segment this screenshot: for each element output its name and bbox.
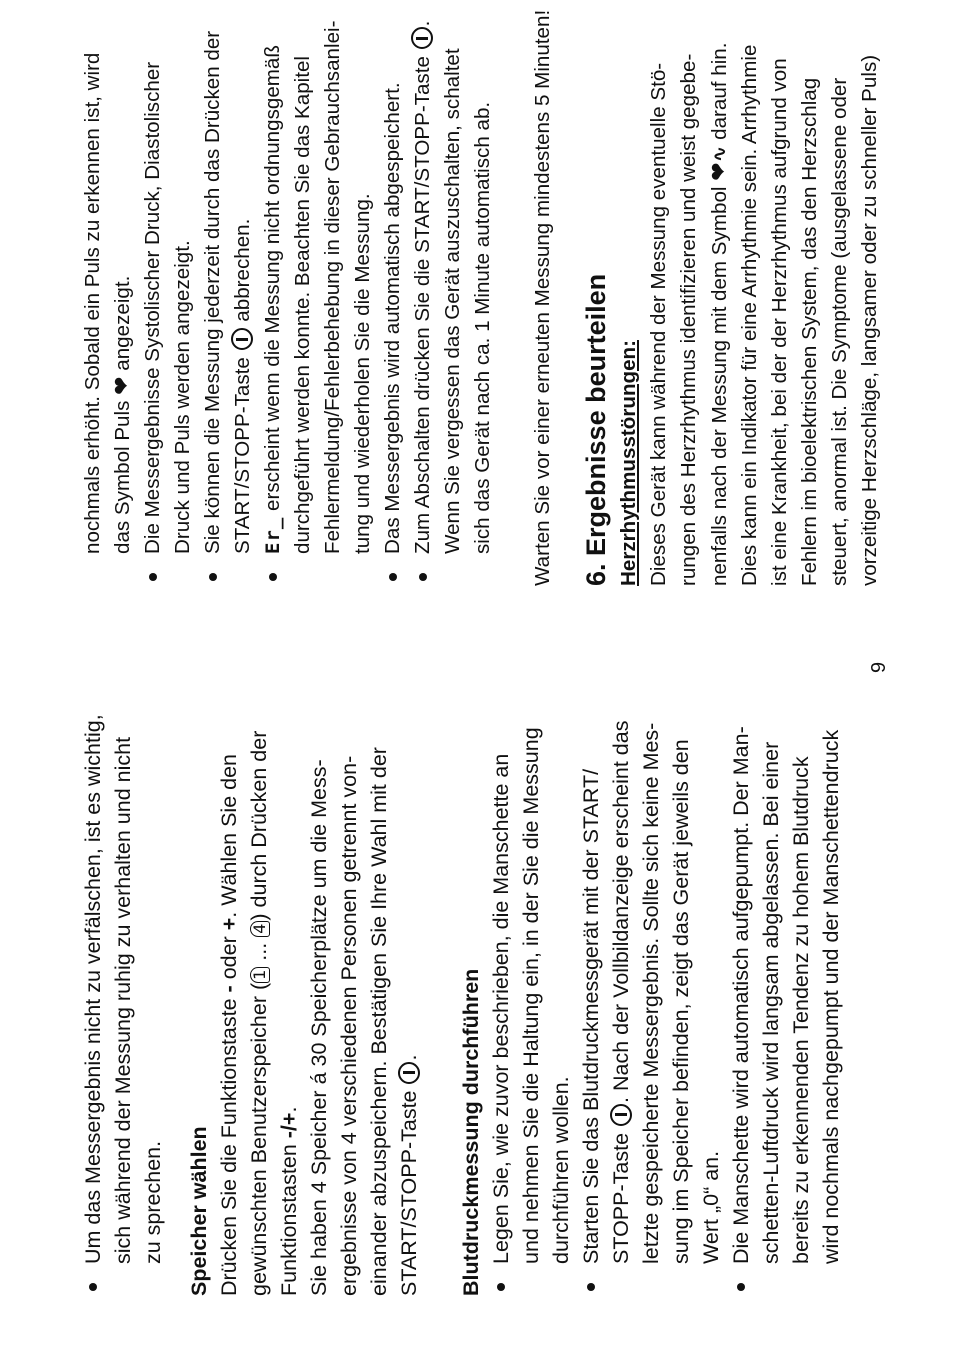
text-span: . — [277, 1106, 301, 1113]
text-span: nenfalls nach der Messung mit dem Symbol — [708, 180, 731, 586]
bullet-dot — [419, 573, 427, 581]
text-line — [228, 0, 258, 554]
minus-key: - — [217, 985, 241, 993]
bullet-dot — [497, 1283, 505, 1291]
text-line: Legen Sie, wie zuvor beschrieben, die Manschette an — [489, 753, 513, 1264]
bullet-dot — [89, 1283, 97, 1291]
left-column — [78, 636, 846, 1296]
text-line: Fehlern im bioelektrischen System, das den Herzschlag — [798, 77, 821, 586]
text-line: und nehmen Sie die Haltung ein, in der Sie die Messung — [519, 727, 543, 1264]
text-line: Die Manschette wird automatisch aufgepumpt. Der Man- — [729, 726, 753, 1264]
text-line: letzte gespeicherte Messergebnis. Sollte sich keine Mes- — [639, 722, 663, 1264]
text-span: erscheint wenn die Messung nicht ordnungsgemäß — [261, 45, 284, 517]
text-span: gewünschten Benutzerspeicher ( — [247, 982, 271, 1296]
paragraph-speicher-info — [304, 636, 424, 1296]
text-line: Dieses Gerät kann während der Messung eventuelle Stö- — [647, 62, 670, 586]
plus-key: + — [217, 917, 241, 931]
text-span: START/STOPP-Taste — [397, 1084, 421, 1296]
text-span: . Nach der Vollbildanzeige erscheint das — [609, 720, 633, 1103]
bullet-cancel — [198, 0, 258, 586]
function-keys: -/+ — [277, 1112, 301, 1139]
text-line: durchführen wollen. — [549, 1076, 573, 1264]
power-button-icon — [231, 328, 253, 350]
bullet-dot — [269, 573, 277, 581]
bullet-saved — [378, 0, 408, 586]
bullet-dot — [149, 573, 157, 581]
text-line: steuert, anormal ist. Die Symptome (ausgelassene oder — [828, 77, 851, 586]
text-line: sich während der Messung ruhig zu verhalten und nicht — [111, 736, 135, 1264]
page-number: 9 — [868, 661, 890, 673]
power-button-icon — [610, 1104, 632, 1126]
text-line: Wenn Sie vergessen das Gerät auszuschalten, schaltet — [441, 48, 464, 554]
arrhythmia-wave-icon: ∿ — [707, 145, 731, 163]
text-line: Wert „0“ an. — [699, 1150, 723, 1264]
text-line: tung und wiederholen Sie die Messung. — [351, 193, 374, 554]
text-line: Fehlermeldung/Fehlerbehebung in dieser Gebrauchsanlei- — [321, 20, 344, 554]
text-line: vorzeitige Herzschläge, langsamer oder zu schneller Puls) — [858, 54, 881, 586]
paragraph-arrhythmia — [644, 0, 885, 586]
bullet-dot — [389, 573, 397, 581]
text-span: Funktionstasten — [277, 1138, 301, 1296]
text-line: Starten Sie das Blutdruckmessgerät mit der START/ — [579, 768, 603, 1264]
text-span: abbrechen. — [231, 218, 254, 328]
text-line — [258, 0, 288, 554]
text-line — [108, 0, 138, 554]
text-span: angezeigt. — [111, 275, 134, 377]
text-line: rungen des Herzrhythmus identifizieren und weist gegebe- — [677, 53, 700, 586]
spacer — [498, 0, 528, 586]
text-span: STOPP-Taste — [609, 1126, 633, 1264]
user-memory-4-icon: 4 — [250, 921, 270, 937]
text-line: Dies kann ein Indikator für eine Arrhythmie sein. Arrhythmie — [738, 44, 761, 586]
text-line — [394, 636, 424, 1296]
paragraph-speicher-select — [214, 636, 304, 1296]
text-line — [244, 636, 274, 1296]
subheading-arrhythmia: Herzrhythmusstörungen: — [617, 340, 640, 586]
bullet-switch-off — [408, 0, 498, 586]
text-line: wird nochmals nachgepumpt und der Manschettendruck — [819, 729, 843, 1264]
text-line: Das Messergebnis wird automatisch abgespeichert. — [381, 82, 404, 554]
text-span: das Symbol Puls — [111, 394, 134, 554]
text-line: bereits zu erkennenden Tendenz zu hohem Blutdruck — [789, 756, 813, 1264]
bullet-dot — [587, 1283, 595, 1291]
heading-blutdruckmessung: Blutdruckmessung durchführen — [459, 968, 483, 1296]
text-line: Die Messergebnisse Systolischer Druck, Diastolischer — [141, 61, 164, 554]
bullet-stay-calm — [78, 636, 168, 1296]
error-code: Er_ — [262, 516, 284, 554]
user-memory-1-icon: 1 — [250, 967, 270, 983]
text-line: Um das Messergebnis nicht zu verfälschen, ist es wichtig, — [81, 714, 105, 1264]
text-span: . — [397, 1054, 421, 1061]
text-line — [274, 636, 304, 1296]
text-line — [704, 0, 735, 586]
bullet-start-device — [576, 636, 726, 1296]
continued-bullet — [78, 0, 138, 586]
text-line: ergebnisse von 4 verschiedenen Personen getrennt von- — [337, 755, 361, 1296]
text-line — [606, 636, 636, 1264]
text-span: . Wählen Sie den — [217, 753, 241, 918]
text-line: Sie haben 4 Speicher á 30 Speicherplätze um die Mess- — [307, 759, 331, 1296]
warning-text: Warten Sie vor einer erneuten Messung mindestens 5 Minuten! — [531, 9, 554, 586]
bullet-cuff-inflation — [726, 636, 846, 1296]
heading-speicher: Speicher wählen — [187, 1126, 211, 1296]
bullet-put-on-cuff — [486, 636, 576, 1296]
text-span: ) durch Drücken der — [247, 730, 271, 921]
heart-pulse-icon: ❤ — [110, 376, 135, 395]
bullet-dot — [737, 1283, 745, 1291]
text-line: Druck und Puls werden angezeigt. — [171, 240, 194, 554]
right-column — [78, 0, 885, 586]
text-span: . — [411, 20, 434, 27]
text-span: START/STOPP-Taste — [231, 351, 254, 554]
text-line: schetten-Luftdruck wird langsam abgelassen. Bei einer — [759, 741, 783, 1264]
text-span: oder — [217, 930, 241, 986]
bullet-dot — [209, 573, 217, 581]
arrhythmia-heart-icon: ❤ — [707, 162, 732, 181]
text-line: einander abzuspeichern. Bestätigen Sie Ihre Wahl mit der — [367, 747, 391, 1296]
section-title: 6. Ergebnisse beurteilen — [581, 273, 611, 586]
power-button-icon — [398, 1062, 420, 1084]
bullet-results-shown — [138, 0, 198, 586]
text-line — [408, 0, 438, 554]
text-span: Drücken Sie die Funktionstaste — [217, 992, 241, 1296]
text-line: Sie können die Messung jederzeit durch das Drücken der — [201, 30, 224, 554]
text-span: ... — [247, 936, 271, 967]
text-span: Zum Abschalten drücken Sie die START/STOPP-Taste — [411, 50, 434, 554]
text-line: sich das Gerät nach ca. 1 Minute automatisch ab. — [471, 101, 494, 554]
bullet-error — [258, 0, 378, 586]
power-button-icon — [411, 27, 433, 49]
text-span: darauf hin. — [708, 42, 731, 146]
text-line: sung im Speicher befinden, zeigt das Gerät jeweils den — [669, 739, 693, 1264]
text-line: ist eine Krankheit, bei der der Herzrhythmus aufgrund von — [768, 58, 791, 586]
spacer — [424, 636, 440, 1296]
text-line: durchgeführt werden konnte. Beachten Sie das Kapitel — [291, 55, 314, 554]
text-line — [214, 636, 244, 1296]
text-line: nochmals erhöht. Sobald ein Puls zu erkennen ist, wird — [81, 52, 104, 554]
text-line: zu sprechen. — [141, 1140, 165, 1264]
